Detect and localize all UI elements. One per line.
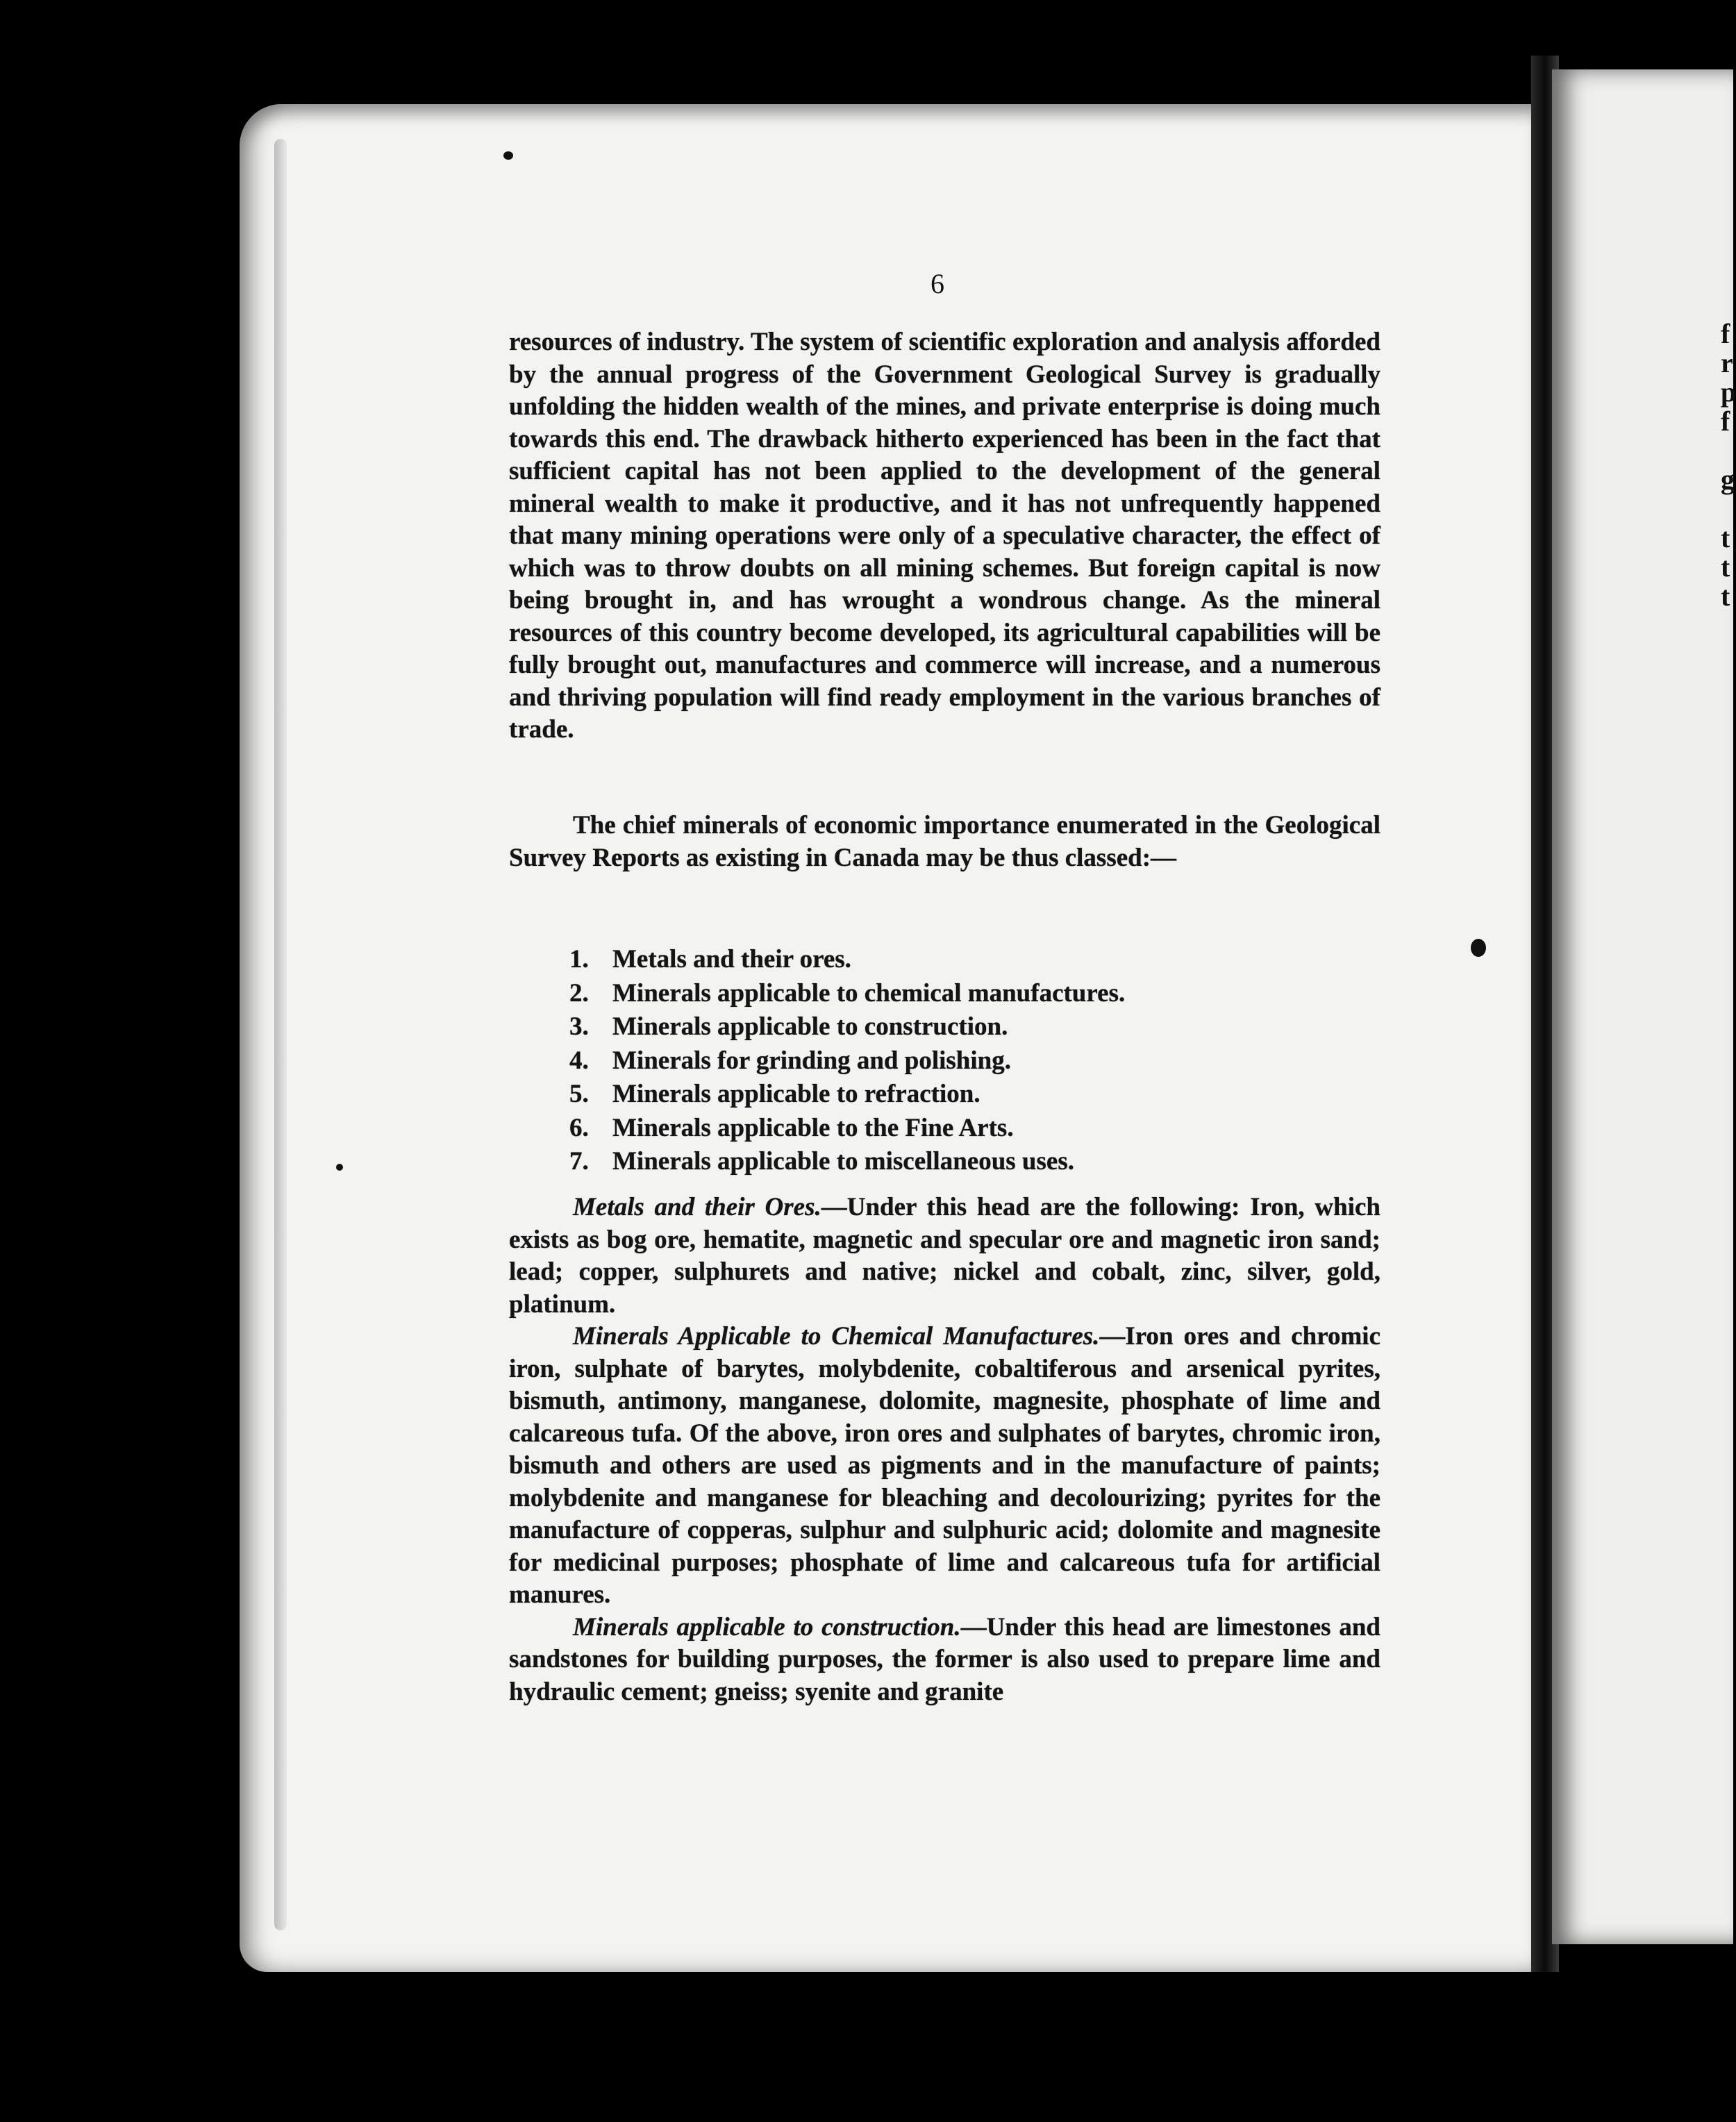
facing-page [1552, 69, 1733, 1944]
paragraph-1-text: resources of industry. The system of scientific exploration and analysis afforded by the annual progress of the Government Geological Survey is gradually unfolding the hidden wealth of the mines, and private enterprise is doing much towards this end. The drawback hitherto experienced has been in the fact that sufficient capital has not been applied to the development of the general mineral wealth to make it productive, and it has not unfrequently happened that many mining operations were only of a speculative character, the effect of which was to throw doubts on all mining schemes. But foreign capital is now being brought in, and has wrought a wondrous change. As the mineral resources of this country become developed, its agricultural capabilities will be fully brought out, manufactures and commerce will increase, and a numerous and thriving population will find ready employment in the various branches of trade. [509, 328, 1380, 744]
section-chemical [509, 1321, 1380, 1612]
section-chemical-body: —Iron ores and chromic iron, sulphate of barytes, molybdenite, cobaltiferous and arsenical pyrites, bismuth, antimony, manganese, dolomite, magnesite, phosphate of lime and calcareous tufa. Of the above, iron ores and sulphates of barytes, chromic iron, bismuth and others are used as pigments and in the manufacture of paints; molybdenite and manganese for bleaching and decolourizing; pyrites for the manufacture of copperas, sulphur and sulphuric acid; dolomite and magnesite for medicinal purposes; phosphate of lime and calcareous tufa for artificial manures. [509, 1322, 1380, 1609]
list-number: 3. [569, 1012, 589, 1041]
sections-block [509, 1192, 1380, 1708]
section-metals-body: —Under this head are the following: Iron, which exists as bog ore, hematite, magnetic and specular ore and magnetic iron sand; lead; copper, sulphurets and native; nickel and cobalt, zinc, silver, gold, platinum. [509, 1193, 1380, 1319]
list-text: Metals and their ores. [612, 945, 851, 974]
ink-speck [1471, 939, 1486, 957]
facing-page-text-fragments: f r p f g t t t [1721, 318, 1736, 612]
section-metals-heading: Metals and their Ores. [573, 1193, 821, 1221]
paragraph-2-text: The chief minerals of economic importance enumerated in the Geological Survey Reports as existing in Canada may be thus classed:— [509, 811, 1380, 872]
list-item [569, 1112, 1125, 1146]
list-text: Minerals applicable to refraction. [612, 1080, 980, 1108]
ink-speck [503, 151, 513, 160]
page-edge-shadow [274, 139, 287, 1930]
list-item [569, 943, 1125, 977]
section-construction-heading: Minerals applicable to construction. [573, 1612, 961, 1641]
list-number: 2. [569, 978, 589, 1008]
list-text: Minerals for grinding and polishing. [612, 1046, 1011, 1075]
ink-speck [336, 1164, 343, 1171]
list-number: 6. [569, 1113, 589, 1142]
list-text: Minerals applicable to chemical manufactures. [612, 978, 1126, 1008]
section-metals [509, 1192, 1380, 1321]
list-item [569, 1044, 1125, 1078]
list-item [569, 1078, 1125, 1112]
list-text: Minerals applicable to miscellaneous uses. [612, 1147, 1074, 1176]
section-chemical-heading: Minerals Applicable to Chemical Manufactures. [573, 1322, 1100, 1351]
list-item [569, 1145, 1125, 1179]
list-text: Minerals applicable to the Fine Arts. [612, 1113, 1014, 1142]
list-text: Minerals applicable to construction. [612, 1012, 1008, 1041]
list-number: 1. [569, 945, 589, 974]
list-item [569, 977, 1125, 1011]
list-number: 7. [569, 1147, 589, 1176]
section-construction-body: —Under this head are limestones and sandstones for building purposes, the former is also used to prepare lime and hydraulic cement; gneiss; syenite and granite [509, 1612, 1381, 1706]
paragraph-resources [509, 326, 1380, 746]
list-number: 5. [569, 1080, 589, 1108]
paragraph-chief-minerals [509, 810, 1380, 874]
minerals-classification-list [569, 943, 1125, 1179]
list-item [569, 1010, 1125, 1044]
section-construction [509, 1612, 1380, 1709]
list-number: 4. [569, 1046, 589, 1075]
page-number: 6 [930, 268, 944, 299]
